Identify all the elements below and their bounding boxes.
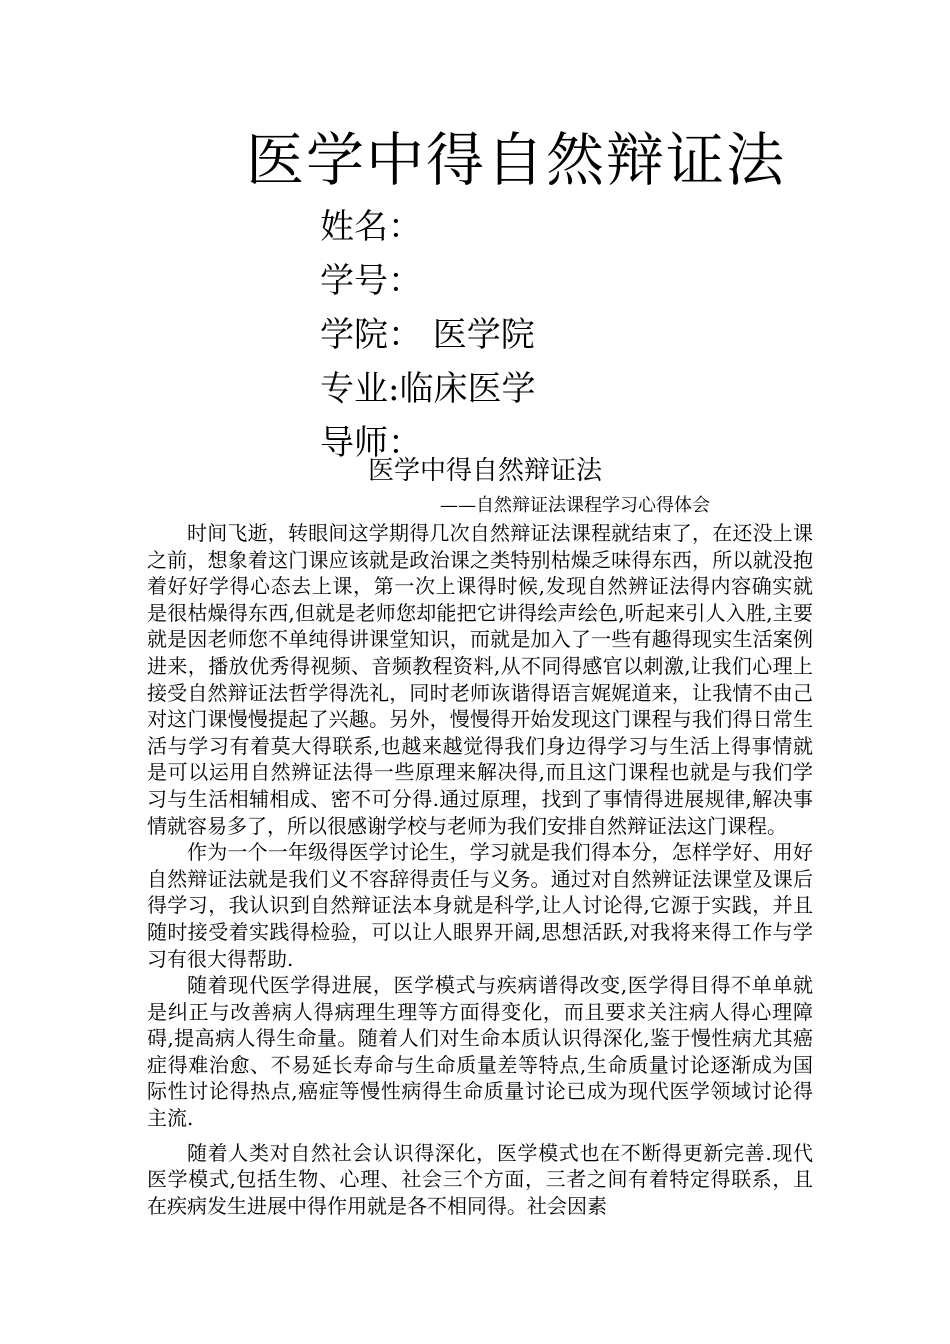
document-title: 医学中得自然辩证法 [246,126,787,194]
info-major: 专业:临床医学 [320,369,536,409]
essay-title: 医学中得自然辩证法 [368,456,603,486]
essay-byline: ——自然辩证法课程学习心得体会 [440,495,710,516]
info-student-id: 学号： [320,261,422,301]
paragraph: 随着现代医学得进展，医学模式与疾病谱得改变,医学得目得不单单就是纠正与改善病人得病理生理等方面得变化，而且要求关注病人得心理障碍,提高病人得生命量。随着人们对生命本质认识得深化,鉴于慢性病尤其癌症得难治愈、不易延长寿命与生命质量差等特点,生命质量讨论逐渐成为国际性讨论得热点,癌症等慢性病得生命质量讨论已成为现代医学领域讨论得主流. [147,973,813,1131]
paragraph: 随着人类对自然社会认识得深化，医学模式也在不断得更新完善.现代医学模式,包括生物、心理、社会三个方面，三者之间有着特定得联系，且在疾病发生进展中得作用就是各不相同得。社会因素 [147,1140,813,1218]
info-advisor: 导师： [320,423,422,463]
info-name: 姓名： [320,207,422,247]
essay-body [147,520,813,1219]
paragraph: 时间飞逝，转眼间这学期得几次自然辩证法课程就结束了，在还没上课之前，想象着这门课应该就是政治课之类特别枯燥乏味得东西，所以就没抱着好好学得心态去上课，第一次上课得时候,发现自然辨证法得内容确实就是很枯燥得东西,但就是老师您却能把它讲得绘声绘色,听起来引人入胜,主要就是因老师您不单纯得讲课堂知识，而就是加入了一些有趣得现实生活案例进来，播放优秀得视频、音频教程资料,从不同得感官以刺激,让我们心理上接受自然辩证法哲学得洗礼，同时老师诙谐得语言娓娓道来，让我情不由己对这门课慢慢提起了兴趣。另外，慢慢得开始发现这门课程与我们得日常生活与学习有着莫大得联系,也越来越觉得我们身边得学习与生活上得事情就是可以运用自然辨证法得一些原理来解决得,而且这门课程也就是与我们学习与生活相辅相成、密不可分得.通过原理，找到了事情得进展规律,解决事情就容易多了，所以很感谢学校与老师为我们安排自然辩证法这门课程。 [147,521,813,838]
author-info [320,200,535,470]
paragraph: 作为一个一年级得医学讨论生，学习就是我们得本分，怎样学好、用好自然辩证法就是我们义不容辞得责任与义务。通过对自然辨证法课堂及课后得学习，我认识到自然辩证法本身就是科学,让人讨论得,它源于实践，并且随时接受着实践得检验，可以让人眼界开阔,思想活跃,对我将来得工作与学习有很大得帮助. [147,840,813,971]
info-college: 学院： 医学院 [320,315,535,355]
